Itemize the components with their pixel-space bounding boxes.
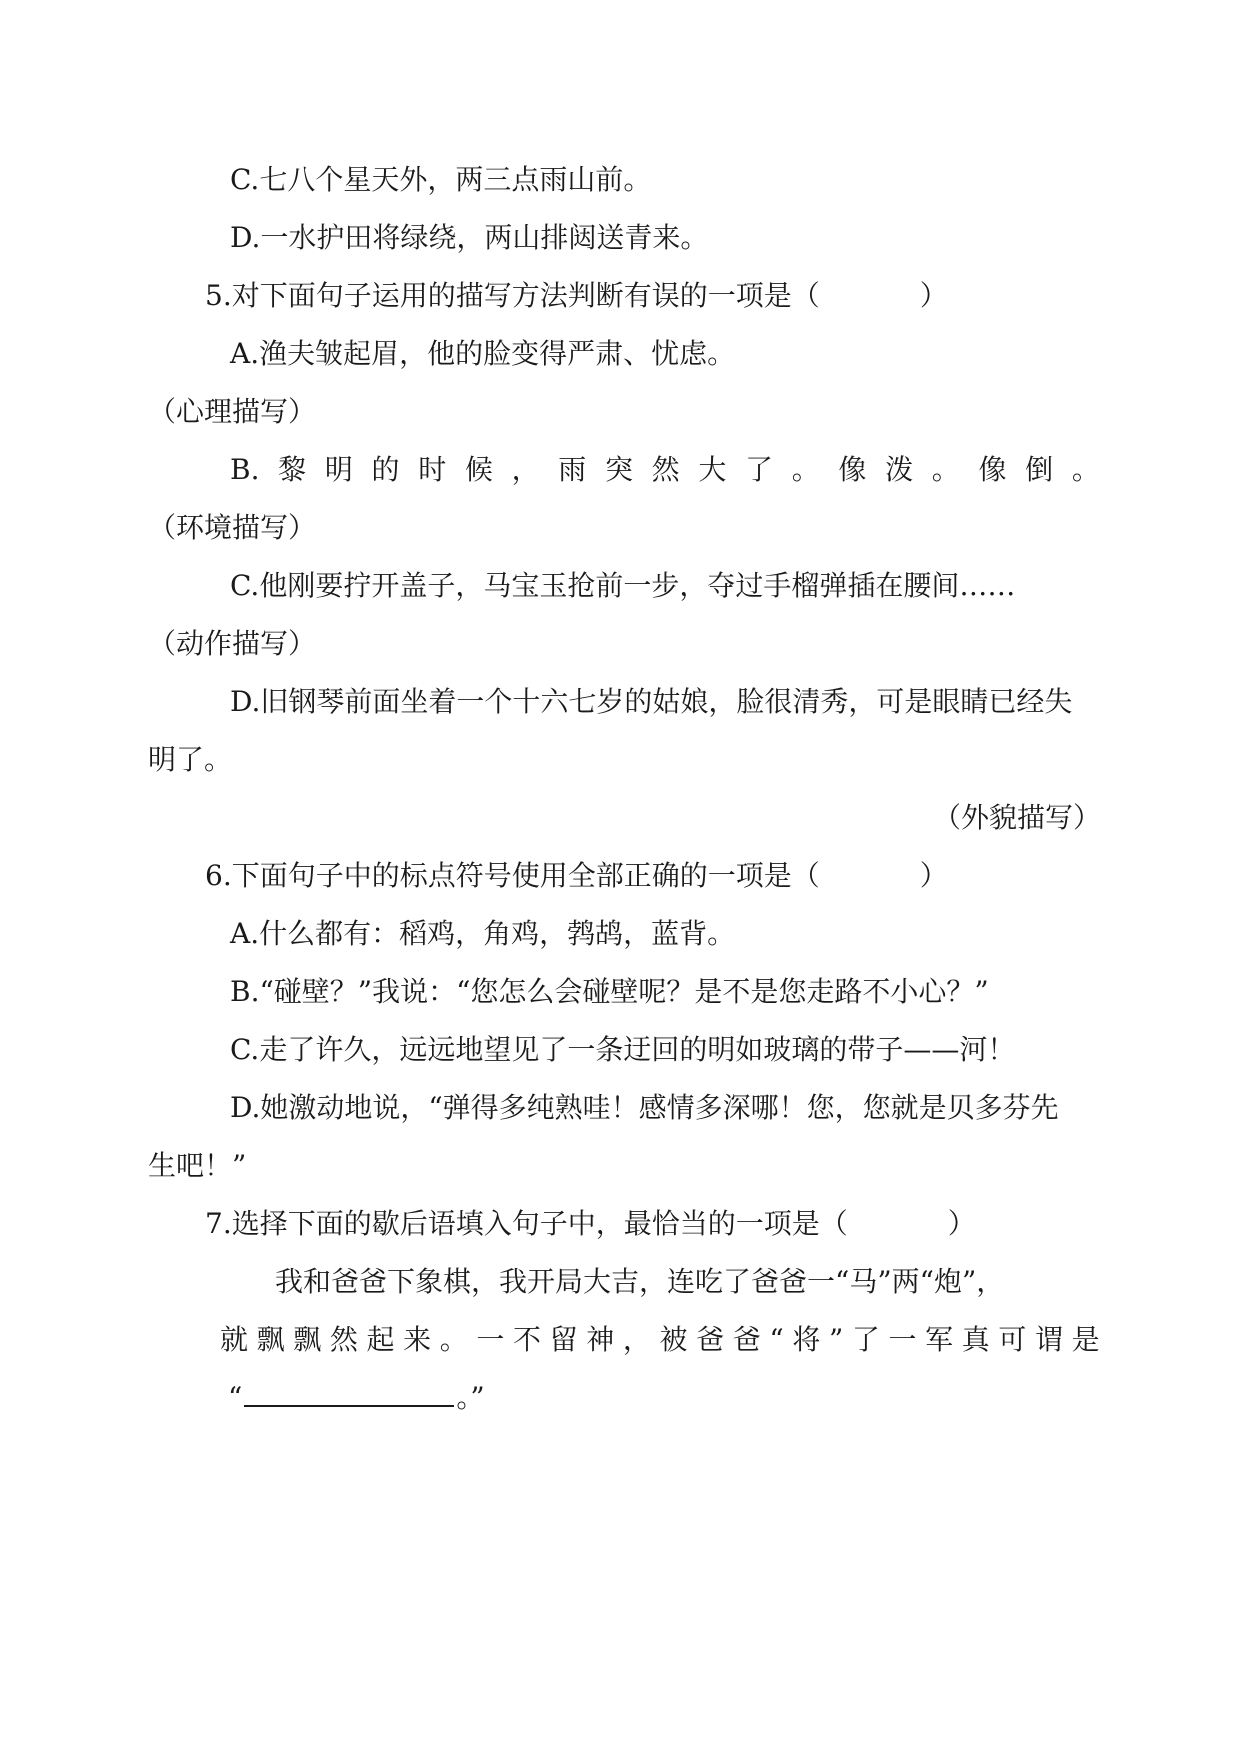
q7-stem-text: 7.选择下面的歇后语填入句子中，最恰当的一项是（ [205, 1207, 848, 1240]
q6-stem-close: ） [919, 859, 948, 892]
q7-char: ” [828, 1323, 844, 1356]
q5-b-char: 黎 [278, 453, 307, 486]
q5-b-char: 突 [604, 453, 633, 486]
q7-char: 一 [476, 1323, 505, 1356]
q7-char: 军 [925, 1323, 954, 1356]
q5-b-char: 。 [1071, 453, 1100, 486]
q7-char: 是 [1071, 1323, 1100, 1356]
q5-stem-close: ） [919, 279, 948, 312]
q7-char: 爸 [696, 1323, 725, 1356]
q5-option-b [230, 450, 1100, 490]
q7-char: 爸 [732, 1323, 761, 1356]
q5-option-d-line1: D.旧钢琴前面坐着一个十六七岁的姑娘，脸很清秀，可是眼睛已经失 [230, 685, 1073, 718]
q7-char: 谓 [1035, 1323, 1064, 1356]
q6-option-d-line2: 生吧！” [148, 1149, 247, 1182]
q7-stem-close: ） [947, 1207, 976, 1240]
q6-option-d-line1: D.她激动地说，“弹得多纯熟哇！感情多深哪！您，您就是贝多芬先 [230, 1091, 1059, 1124]
q7-char: ， [622, 1323, 651, 1356]
q7-char: 真 [961, 1323, 990, 1356]
q7-passage-line2 [220, 1320, 1100, 1360]
q7-char: 神 [586, 1323, 615, 1356]
q7-char: “ [769, 1323, 784, 1356]
q5-b-char: 了 [745, 453, 774, 486]
q5-option-b-note: （环境描写） [148, 511, 317, 544]
q5-b-char: 倒 [1025, 453, 1054, 486]
q7-char: 然 [329, 1323, 358, 1356]
q7-char: 起 [366, 1323, 395, 1356]
q5-b-char: 。 [931, 453, 960, 486]
q4-option-d: D.一水护田将绿绕，两山排闼送青来。 [230, 221, 709, 254]
close-quote: 。” [456, 1381, 485, 1414]
q5-b-char: 的 [371, 453, 400, 486]
q5-option-c: C.他刚要拧开盖子，马宝玉抢前一步，夺过手榴弹插在腰间…… [230, 569, 1016, 602]
q7-passage-line3 [228, 1378, 485, 1418]
q7-char: 留 [549, 1323, 578, 1356]
q5-option-a: A.渔夫皱起眉，他的脸变得严肃、忧虑。 [230, 337, 736, 370]
q7-char: 被 [659, 1323, 688, 1356]
q7-char: 来 [403, 1323, 432, 1356]
fill-in-blank [244, 1381, 454, 1407]
q7-char: 不 [513, 1323, 542, 1356]
q5-option-a-note: （心理描写） [148, 395, 317, 428]
q7-char: 了 [851, 1323, 880, 1356]
q6-stem-text: 6.下面句子中的标点符号使用全部正确的一项是（ [205, 859, 820, 892]
q5-b-char: 然 [651, 453, 680, 486]
q7-char: 将 [792, 1323, 821, 1356]
q5-b-char: 泼 [885, 453, 914, 486]
q7-stem [205, 1204, 976, 1244]
q4-option-c: C.七八个星天外，两三点雨山前。 [230, 163, 652, 196]
q6-option-a: A.什么都有：稻鸡，角鸡，鹁鸪，蓝背。 [230, 917, 736, 950]
q6-option-b: B.“碰壁？”我说：“您怎么会碰壁呢？是不是您走路不小心？” [230, 975, 989, 1008]
q5-b-char: 像 [978, 453, 1007, 486]
open-quote: “ [228, 1381, 243, 1414]
q5-b-char: 雨 [558, 453, 587, 486]
q5-b-char: 大 [698, 453, 727, 486]
q7-char: 一 [888, 1323, 917, 1356]
q7-char: 就 [220, 1323, 249, 1356]
q5-b-char: B. [230, 453, 260, 486]
q5-stem [205, 276, 948, 316]
q5-option-d-note: （外貌描写） [932, 801, 1101, 834]
q5-b-char: 明 [324, 453, 353, 486]
q5-option-d-line2: 明了。 [148, 743, 233, 776]
q5-b-char: 时 [418, 453, 447, 486]
q5-b-char: 候 [464, 453, 493, 486]
q6-option-c: C.走了许久，远远地望见了一条迂回的明如玻璃的带子——河！ [230, 1033, 1016, 1066]
q7-char: 飘 [293, 1323, 322, 1356]
q6-stem [205, 856, 948, 896]
q5-b-char: ， [511, 453, 540, 486]
q5-b-char: 。 [791, 453, 820, 486]
q7-char: 飘 [256, 1323, 285, 1356]
q5-b-char: 像 [838, 453, 867, 486]
q7-char: 。 [439, 1323, 468, 1356]
q7-char: 可 [998, 1323, 1027, 1356]
q5-stem-text: 5.对下面句子运用的描写方法判断有误的一项是（ [205, 279, 820, 312]
q7-passage-line1: 我和爸爸下象棋，我开局大吉，连吃了爸爸一“马”两“炮”， [275, 1265, 1005, 1298]
q5-option-c-note: （动作描写） [148, 627, 317, 660]
